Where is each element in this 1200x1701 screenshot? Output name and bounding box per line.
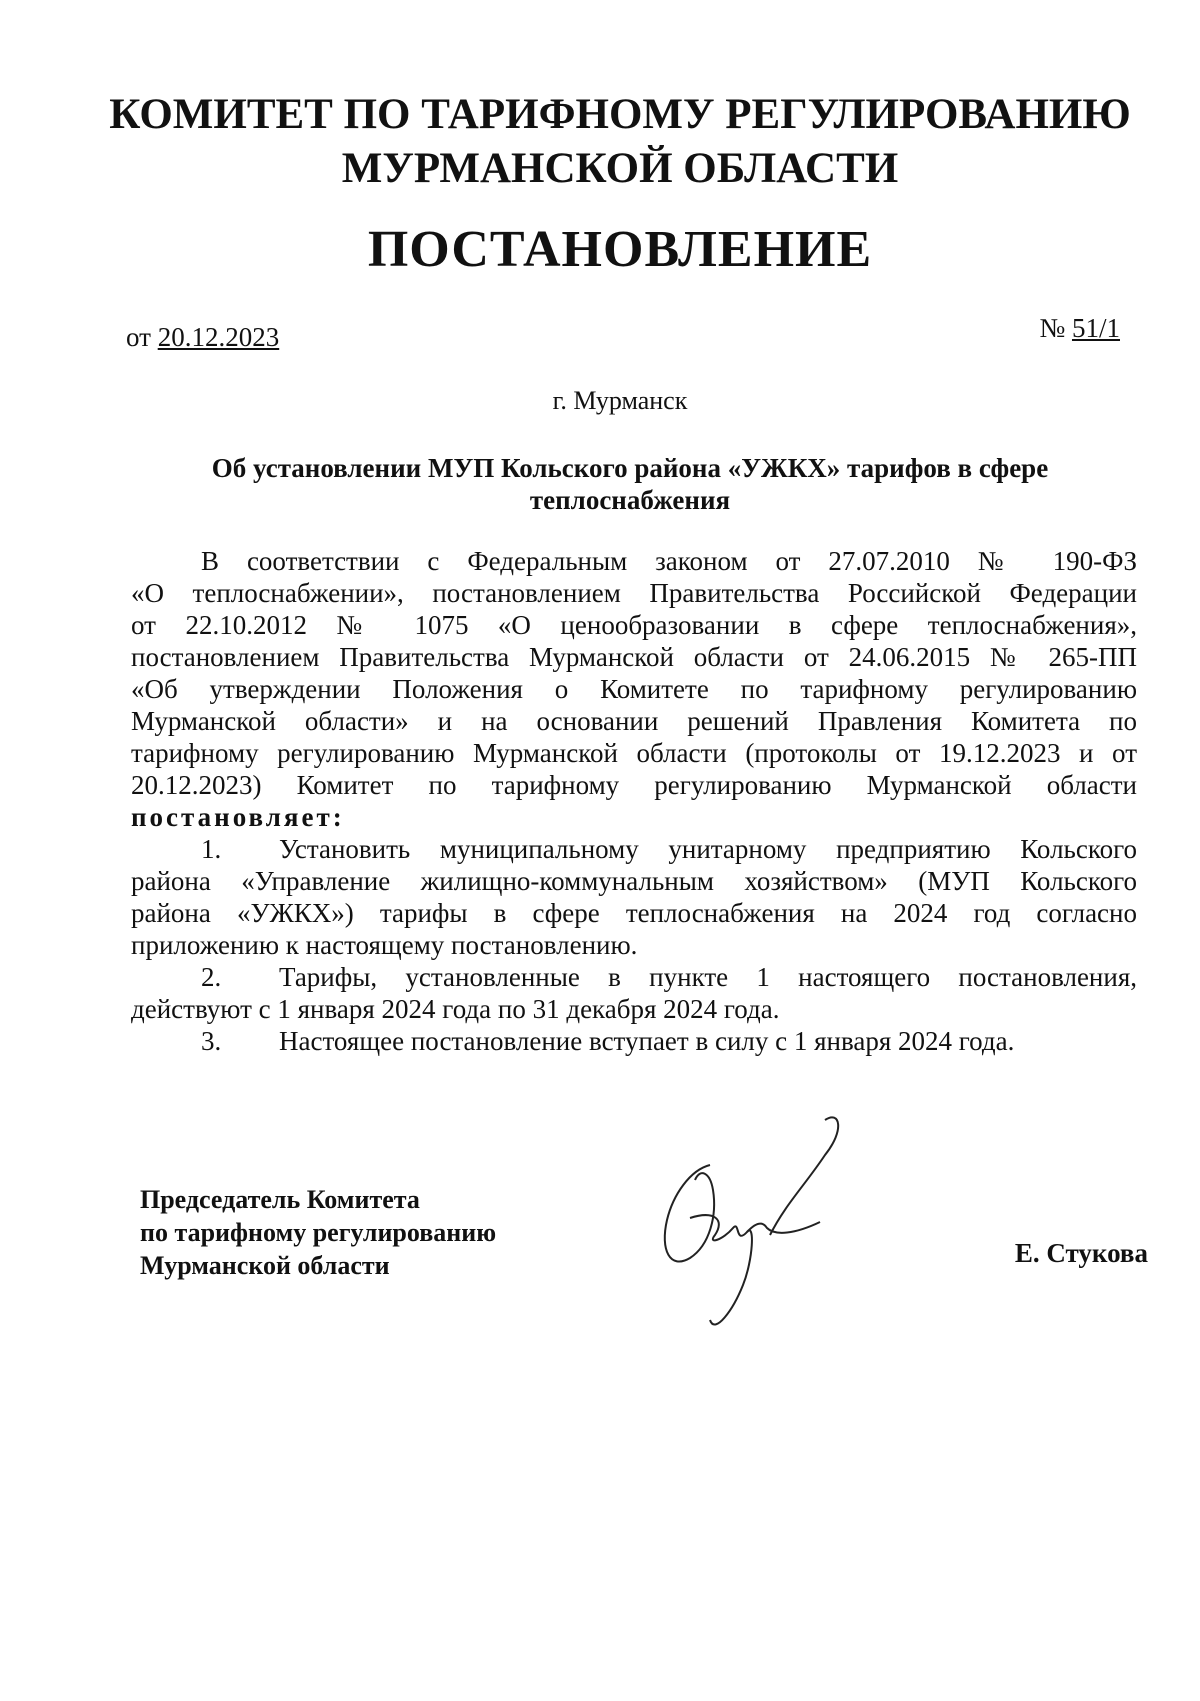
signer-title-line-1: Председатель Комитета (140, 1185, 420, 1214)
preamble-line: В соответствии с Федеральным законом от 27.07.2010 № 190-ФЗ (201, 546, 1137, 576)
subject-line-1: Об установлении МУП Кольского района «УЖКХ» тарифов в сфере (211, 453, 1049, 483)
item-3-line (131, 1025, 1137, 1057)
number-value: 51/1 (1071, 313, 1120, 343)
preamble-line: «О теплоснабжении», постановлением Правительства Российской Федерации (131, 578, 1137, 608)
document-subject (160, 452, 1100, 516)
handwritten-signature (655, 1110, 865, 1340)
item-2-text: Тарифы, установленные в пункте 1 настоящего постановления, (279, 962, 1137, 992)
date-value: 20.12.2023 (157, 322, 280, 352)
date-prefix: от (126, 322, 151, 352)
item-1-line (131, 833, 1137, 865)
item-1-text: Установить муниципальному унитарному предприятию Кольского (279, 834, 1137, 864)
issuing-authority (100, 88, 1140, 196)
item-2-number: 2. (201, 962, 222, 992)
document-number (1039, 313, 1120, 344)
item-3-number: 3. (201, 1026, 222, 1056)
item-1-number: 1. (201, 834, 222, 864)
preamble-line: «Об утверждении Положения о Комитете по тарифному регулированию (131, 674, 1137, 704)
item-3-text: Настоящее постановление вступает в силу с 1 января 2024 года. (279, 1026, 1015, 1056)
document-body (131, 545, 1137, 1057)
signer-title-line-3: Мурманской области (140, 1251, 390, 1280)
signer-name: Е. Стукова (1014, 1238, 1148, 1268)
preamble-line: постановлением Правительства Мурманской области от 24.06.2015 № 265-ПП (131, 642, 1137, 672)
preamble-line: 20.12.2023) Комитет по тарифному регулированию Мурманской области (131, 770, 1137, 800)
item-1-line: района «УЖКХ») тарифы в сфере теплоснабжения на 2024 год согласно (131, 898, 1137, 928)
preamble-line: тарифному регулированию Мурманской области (протоколы от 19.12.2023 и от (131, 738, 1137, 768)
item-1-line: района «Управление жилищно-коммунальным хозяйством» (МУП Кольского (131, 866, 1137, 896)
preamble-line: от 22.10.2012 № 1075 «О ценообразовании в сфере теплоснабжения», (131, 610, 1137, 640)
document-type-title: ПОСТАНОВЛЕНИЕ (367, 221, 873, 278)
resolves-word: постановляет: (131, 802, 345, 832)
subject-line-2: теплоснабжения (529, 485, 731, 515)
signer-title (140, 1183, 496, 1282)
item-1-line: приложению к настоящему постановлению. (131, 930, 638, 960)
city: г. Мурманск (552, 386, 688, 415)
item-2-line (131, 961, 1137, 993)
document-date (126, 322, 279, 353)
number-prefix: № (1039, 313, 1066, 343)
authority-line-2: МУРМАНСКОЙ ОБЛАСТИ (341, 145, 899, 192)
preamble-line: Мурманской области» и на основании решений Правления Комитета по (131, 706, 1137, 736)
authority-line-1: КОМИТЕТ ПО ТАРИФНОМУ РЕГУЛИРОВАНИЮ (109, 91, 1131, 138)
signer-title-line-2: по тарифному регулированию (140, 1218, 497, 1247)
item-2-line: действуют с 1 января 2024 года по 31 декабря 2024 года. (131, 994, 780, 1024)
